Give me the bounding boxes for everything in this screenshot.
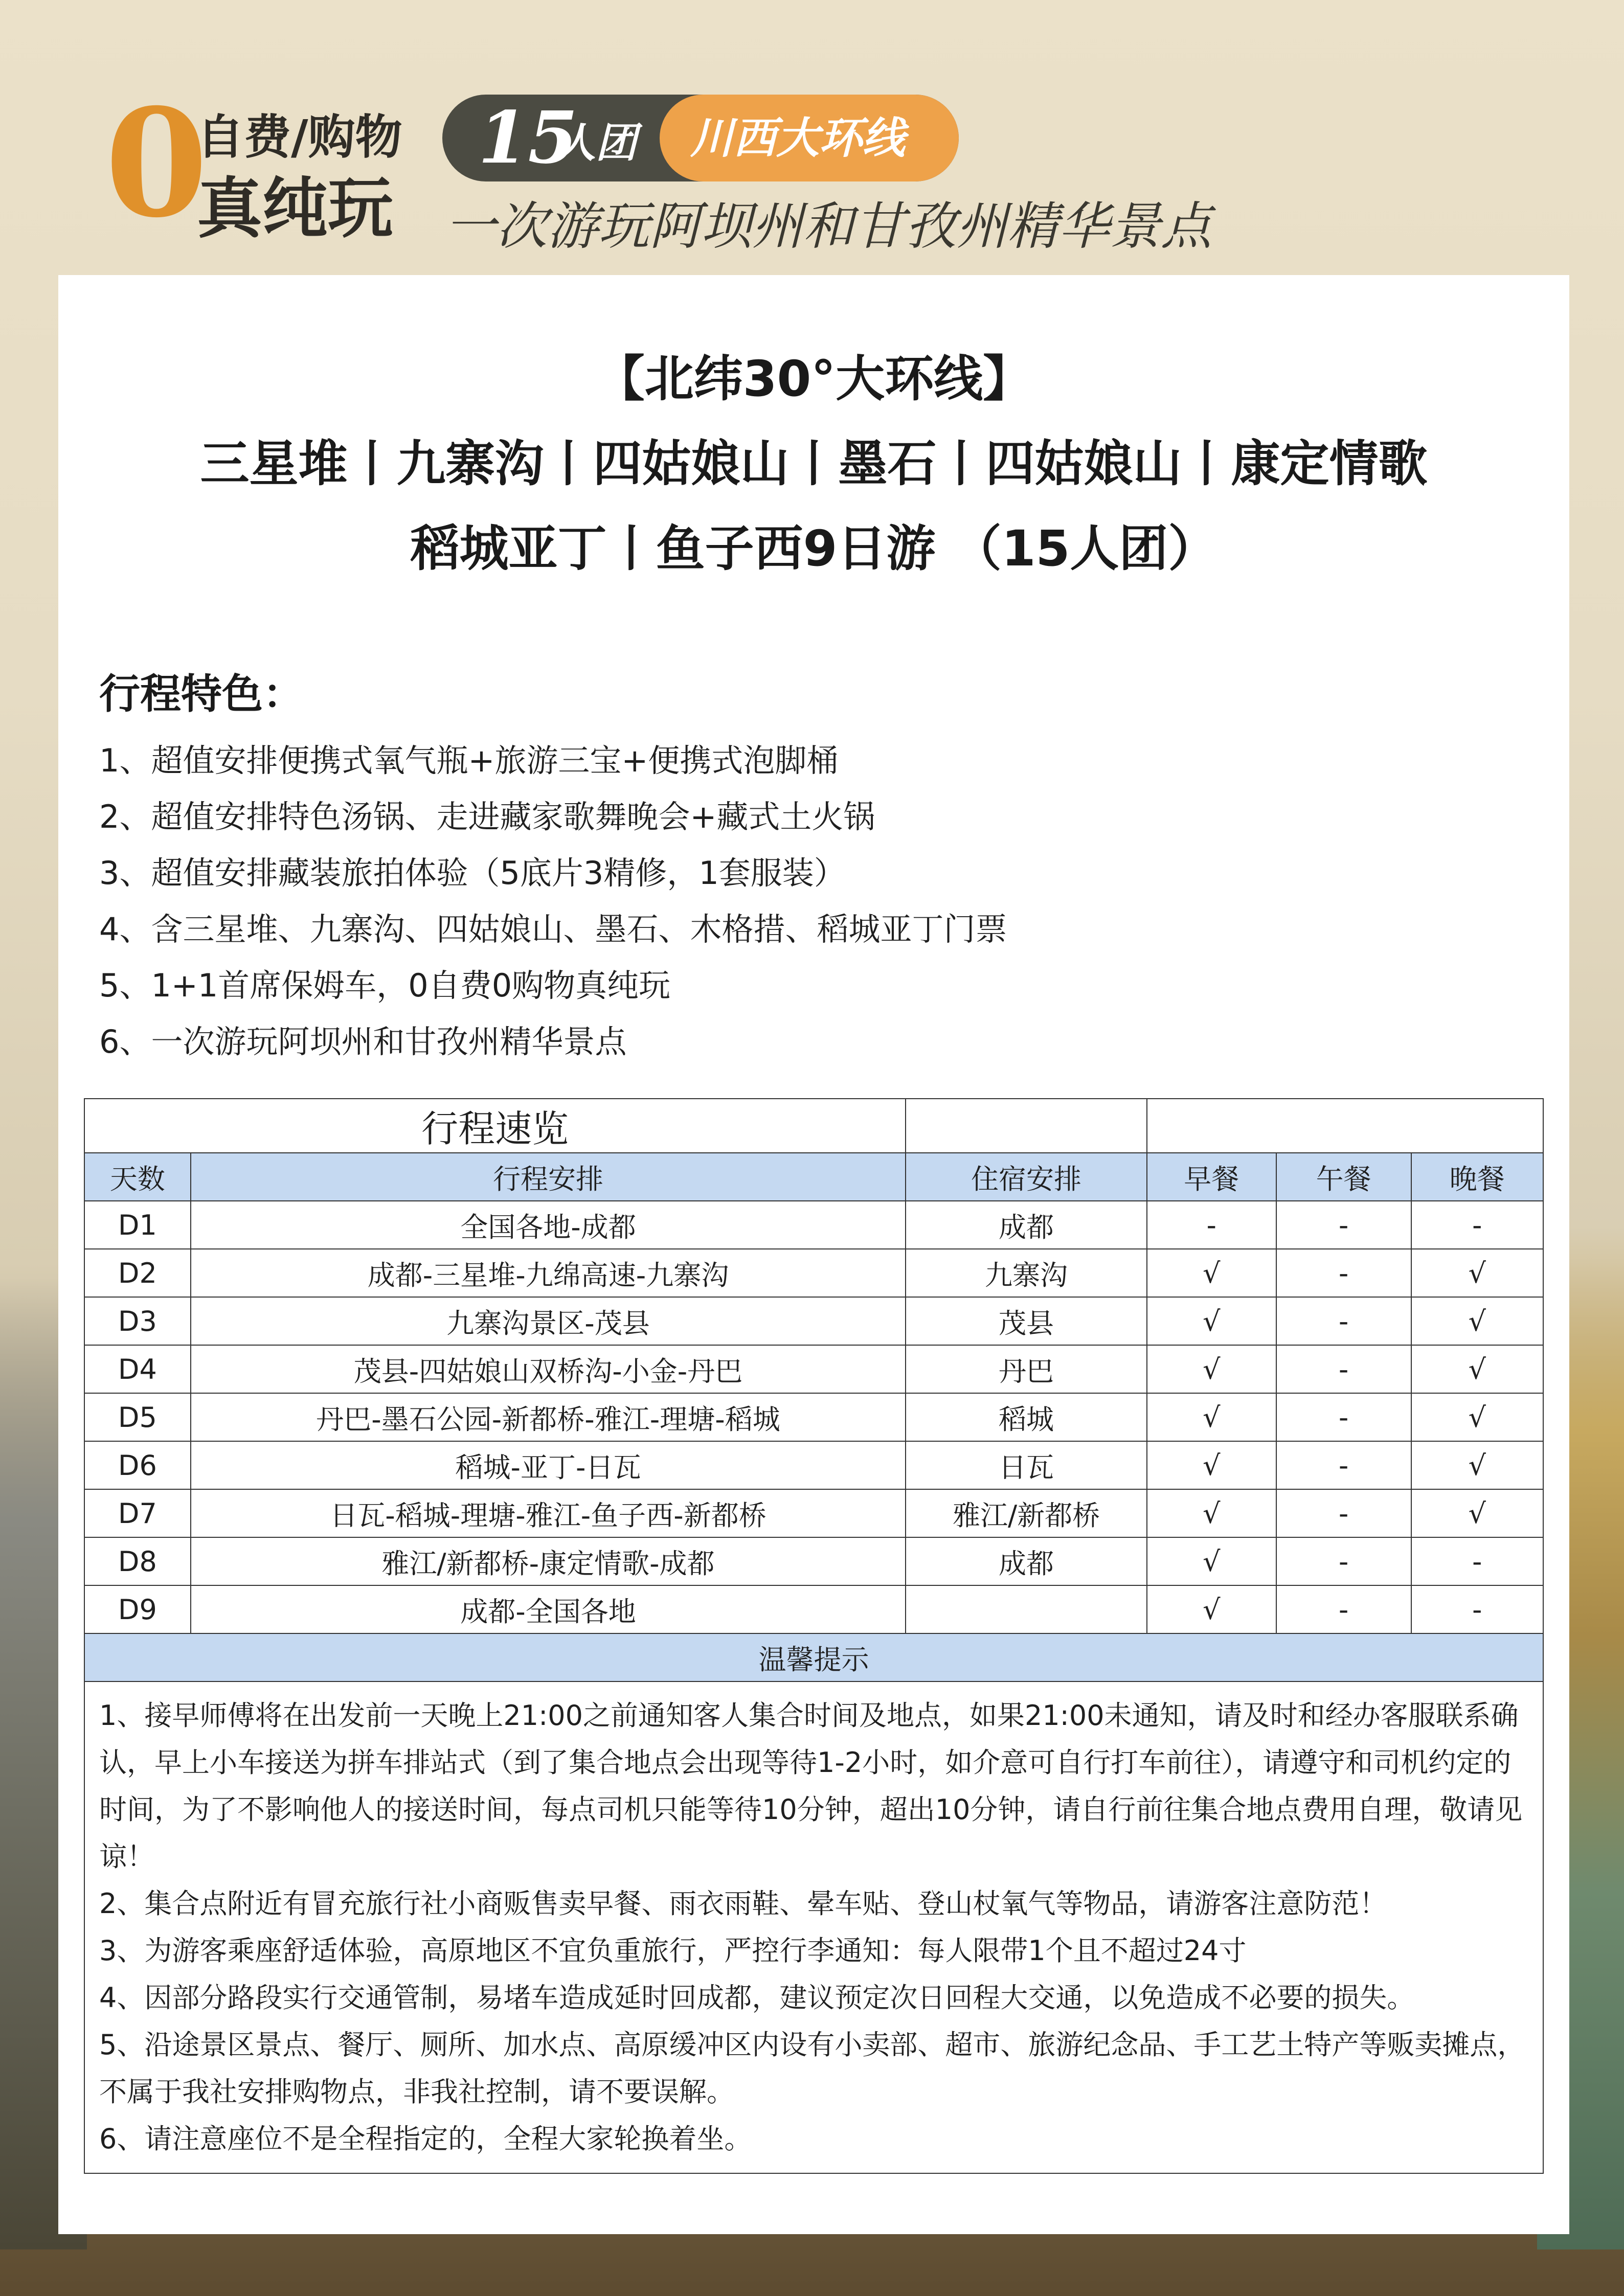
feature-item: 6、一次游玩阿坝州和甘孜州精华景点 (99, 1023, 627, 1060)
route-badge-label: 川西大环线 (690, 113, 906, 163)
lodging-cell: 成都 (906, 1201, 1147, 1249)
table-title-blank (1147, 1099, 1543, 1153)
lodging-cell: 九寨沟 (906, 1249, 1147, 1297)
tips-cell (84, 1681, 1543, 2173)
content-panel (58, 275, 1569, 2234)
lunch-cell: - (1276, 1201, 1411, 1249)
table-row (84, 1249, 1543, 1297)
table-title-row (84, 1099, 1543, 1153)
dinner-cell: - (1411, 1585, 1543, 1633)
zero-numeral: 0 (105, 77, 208, 251)
lunch-cell: - (1276, 1297, 1411, 1345)
day-cell: D9 (84, 1585, 191, 1633)
tips-row (84, 1681, 1543, 2173)
features-heading: 行程特色： (99, 670, 304, 718)
lunch-cell: - (1276, 1249, 1411, 1297)
day-cell: D7 (84, 1489, 191, 1537)
plan-cell: 稻城-亚丁-日瓦 (191, 1441, 906, 1489)
dinner-cell: √ (1411, 1249, 1543, 1297)
header-breakfast: 早餐 (1147, 1153, 1276, 1201)
dinner-cell: - (1411, 1201, 1543, 1249)
lodging-cell: 日瓦 (906, 1441, 1147, 1489)
tip-item: 1、接早师傅将在出发前一天晚上21:00之前通知客人集合时间及地点，如果21:00未通知，请及时和经办客服联系确认，早上小车接送为拼车排站式（到了集合地点会出现等待1-2小时，如介意可自行打车前往），请遵守和司机约定的时间，为了不影响他人的接送时间，每点司机只能等待10分钟，超出10分钟，请自行前往集合地点费用自理，敬请见谅！ (99, 1699, 1523, 1873)
itinerary-table-wrap (84, 1098, 1544, 2174)
breakfast-cell: √ (1147, 1297, 1276, 1345)
breakfast-cell: √ (1147, 1537, 1276, 1585)
tip-item: 5、沿途景区景点、餐厅、厕所、加水点、高原缓冲区内设有小卖部、超市、旅游纪念品、手工艺土特产等贩卖摊点，不属于我社安排购物点，非我社控制，请不要误解。 (99, 2029, 1525, 2108)
lodging-cell: 雅江/新都桥 (906, 1489, 1147, 1537)
breakfast-cell: √ (1147, 1585, 1276, 1633)
dinner-cell: √ (1411, 1441, 1543, 1489)
features-list (99, 733, 1007, 1070)
tips-header-row (84, 1633, 1543, 1681)
title-line-2: 三星堆丨九寨沟丨四姑娘山丨墨石丨四姑娘山丨康定情歌 (200, 435, 1428, 492)
lunch-cell: - (1276, 1441, 1411, 1489)
table-row (84, 1201, 1543, 1249)
tip-item: 4、因部分路段实行交通管制，易堵车造成延时回成都，建议预定次日回程大交通，以免造成不必要的损失。 (99, 1982, 1415, 2014)
table-row (84, 1537, 1543, 1585)
feature-item: 2、超值安排特色汤锅、走进藏家歌舞晚会+藏式土火锅 (99, 798, 875, 835)
plan-cell: 日瓦-稻城-理塘-雅江-鱼子西-新都桥 (191, 1489, 906, 1537)
breakfast-cell: √ (1147, 1489, 1276, 1537)
breakfast-cell: √ (1147, 1345, 1276, 1393)
breakfast-cell: - (1147, 1201, 1276, 1249)
header-lunch: 午餐 (1276, 1153, 1411, 1201)
lodging-cell (906, 1585, 1147, 1633)
breakfast-cell: √ (1147, 1249, 1276, 1297)
header-plan: 行程安排 (191, 1153, 906, 1201)
header-slogan: 一次游玩阿坝州和甘孜州精华景点 (445, 196, 1212, 256)
plan-cell: 全国各地-成都 (191, 1201, 906, 1249)
table-row (84, 1393, 1543, 1441)
pure-tour-label: 真纯玩 (197, 171, 394, 247)
header-dinner: 晚餐 (1411, 1153, 1543, 1201)
day-cell: D8 (84, 1537, 191, 1585)
header-day: 天数 (84, 1153, 191, 1201)
day-cell: D2 (84, 1249, 191, 1297)
table-header-row (84, 1153, 1543, 1201)
tour-title (58, 336, 1569, 591)
title-line-3: 稻城亚丁丨鱼子西9日游 （15人团） (410, 520, 1217, 577)
lunch-cell: - (1276, 1537, 1411, 1585)
group-size-unit: 人团 (555, 119, 637, 167)
dinner-cell: - (1411, 1537, 1543, 1585)
plan-cell: 成都-全国各地 (191, 1585, 906, 1633)
tip-item: 6、请注意座位不是全程指定的，全程大家轮换着坐。 (99, 2123, 752, 2155)
dinner-cell: √ (1411, 1393, 1543, 1441)
tip-item: 3、为游客乘座舒适体验，高原地区不宜负重旅行，严控行李通知：每人限带1个且不超过24寸 (99, 1935, 1247, 1967)
table-row (84, 1345, 1543, 1393)
feature-item: 1、超值安排便携式氧气瓶+旅游三宝+便携式泡脚桶 (99, 742, 839, 779)
lodging-cell: 成都 (906, 1537, 1147, 1585)
lodging-cell: 丹巴 (906, 1345, 1147, 1393)
feature-item: 4、含三星堆、九寨沟、四姑娘山、墨石、木格措、稻城亚丁门票 (99, 911, 1007, 948)
table-row (84, 1489, 1543, 1537)
table-row (84, 1585, 1543, 1633)
breakfast-cell: √ (1147, 1441, 1276, 1489)
plan-cell: 九寨沟景区-茂县 (191, 1297, 906, 1345)
table-row (84, 1441, 1543, 1489)
title-line-1: 【北纬30°大环线】 (595, 350, 1032, 407)
day-cell: D6 (84, 1441, 191, 1489)
plan-cell: 丹巴-墨石公园-新都桥-雅江-理塘-稻城 (191, 1393, 906, 1441)
plan-cell: 成都-三星堆-九绵高速-九寨沟 (191, 1249, 906, 1297)
group-size-number: 15 (478, 96, 578, 180)
day-cell: D4 (84, 1345, 191, 1393)
lunch-cell: - (1276, 1345, 1411, 1393)
no-shopping-label: 自费/购物 (197, 110, 402, 165)
dinner-cell: √ (1411, 1345, 1543, 1393)
lunch-cell: - (1276, 1585, 1411, 1633)
day-cell: D1 (84, 1201, 191, 1249)
header-lodging: 住宿安排 (906, 1153, 1147, 1201)
lunch-cell: - (1276, 1489, 1411, 1537)
breakfast-cell: √ (1147, 1393, 1276, 1441)
day-cell: D5 (84, 1393, 191, 1441)
feature-item: 3、超值安排藏装旅拍体验（5底片3精修，1套服装） (99, 854, 846, 892)
feature-item: 5、1+1首席保姆车，0自费0购物真纯玩 (99, 967, 671, 1004)
itinerary-table (84, 1098, 1544, 2174)
poster-header (0, 0, 1624, 276)
table-title: 行程速览 (84, 1099, 906, 1153)
table-title-blank (906, 1099, 1147, 1153)
lunch-cell: - (1276, 1393, 1411, 1441)
lodging-cell: 稻城 (906, 1393, 1147, 1441)
dinner-cell: √ (1411, 1489, 1543, 1537)
plan-cell: 雅江/新都桥-康定情歌-成都 (191, 1537, 906, 1585)
dinner-cell: √ (1411, 1297, 1543, 1345)
day-cell: D3 (84, 1297, 191, 1345)
tip-item: 2、集合点附近有冒充旅行社小商贩售卖早餐、雨衣雨鞋、晕车贴、登山杖氧气等物品，请游客注意防范！ (99, 1888, 1387, 1920)
plan-cell: 茂县-四姑娘山双桥沟-小金-丹巴 (191, 1345, 906, 1393)
lodging-cell: 茂县 (906, 1297, 1147, 1345)
tips-heading: 温馨提示 (84, 1633, 1543, 1681)
table-row (84, 1297, 1543, 1345)
